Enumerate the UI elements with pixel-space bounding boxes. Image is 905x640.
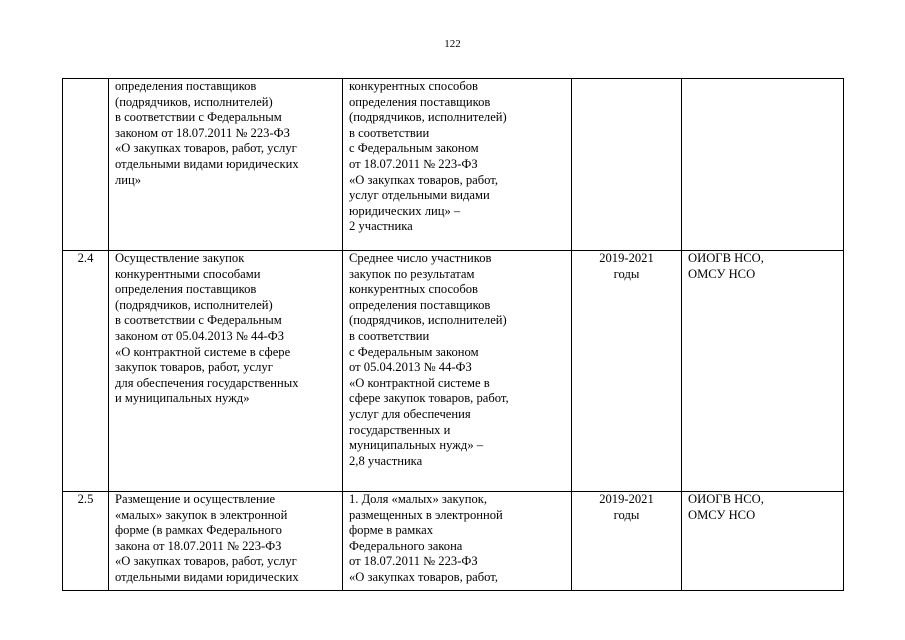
indicator-line: «О закупках товаров, работ, — [349, 172, 499, 187]
indicator-line: услуг для обеспечения — [349, 406, 471, 421]
years-cell — [572, 251, 682, 492]
indicator-line: определения поставщиков — [349, 297, 491, 312]
event-cell — [109, 79, 343, 251]
executors-cell — [682, 79, 844, 251]
indicator-line: Среднее число участников — [349, 251, 492, 265]
executors-cell — [682, 251, 844, 492]
executors-line: ОМСУ НСО — [688, 507, 756, 522]
event-line: форме (в рамках Федерального — [115, 523, 282, 538]
event-line: определения поставщиков — [115, 79, 257, 93]
event-line: «О закупках товаров, работ, услуг — [115, 554, 297, 569]
indicator-cell — [343, 492, 572, 591]
indicator-line: конкурентных способов — [349, 282, 479, 297]
event-line: лиц» — [115, 172, 142, 187]
event-line: «О контрактной системе в сфере — [115, 344, 291, 359]
indicator-line: закупок по результатам — [349, 266, 475, 281]
measures-table — [62, 78, 844, 591]
executors-line: ОИОГВ НСО, — [688, 492, 764, 506]
table-row — [63, 492, 844, 591]
event-line: для обеспечения государственных — [115, 375, 299, 390]
indicator-line: услуг отдельными видами — [349, 188, 490, 203]
indicator-line: (подрядчиков, исполнителей) — [349, 313, 507, 328]
indicator-line: «О контрактной системе в — [349, 375, 490, 390]
indicator-line: с Федеральным законом — [349, 141, 479, 156]
indicator-line: с Федеральным законом — [349, 344, 479, 359]
page-number: 122 — [444, 38, 461, 50]
event-line: в соответствии с Федеральным — [115, 110, 282, 125]
indicator-line: государственных и — [349, 422, 451, 437]
years-line: 2019-2021 — [599, 492, 654, 506]
indicator-line: от 18.07.2011 № 223-ФЗ — [349, 554, 478, 569]
event-line: законом от 05.04.2013 № 44-ФЗ — [115, 328, 285, 343]
event-line: «малых» закупок в электронной — [115, 507, 288, 522]
executors-line: ОМСУ НСО — [688, 266, 756, 281]
event-line: Размещение и осуществление — [115, 492, 276, 506]
event-line: закупок товаров, работ, услуг — [115, 360, 273, 375]
indicator-line: (подрядчиков, исполнителей) — [349, 110, 507, 125]
indicator-cell — [343, 251, 572, 492]
event-line: и муниципальных нужд» — [115, 391, 250, 406]
event-line: (подрядчиков, исполнителей) — [115, 94, 273, 109]
event-line: конкурентными способами — [115, 266, 261, 281]
indicator-line: конкурентных способов — [349, 79, 479, 93]
event-line: (подрядчиков, исполнителей) — [115, 297, 273, 312]
event-line: определения поставщиков — [115, 282, 257, 297]
indicator-cell — [343, 79, 572, 251]
event-line: в соответствии с Федеральным — [115, 313, 282, 328]
indicator-line: 2,8 участника — [349, 453, 423, 468]
executors-line: ОИОГВ НСО, — [688, 251, 764, 265]
indicator-line: в соответствии — [349, 125, 430, 140]
table-row — [63, 251, 844, 492]
event-line: отдельными видами юридических — [115, 156, 299, 171]
event-line: закона от 18.07.2011 № 223-ФЗ — [115, 538, 282, 553]
indicator-line: «О закупках товаров, работ, — [349, 569, 499, 584]
event-line: Осуществление закупок — [115, 251, 245, 265]
years-line: годы — [613, 507, 640, 522]
indicator-line: сфере закупок товаров, работ, — [349, 391, 509, 406]
event-line: отдельными видами юридических — [115, 569, 299, 584]
indicator-line: юридических лиц» – — [349, 203, 461, 218]
years-line: 2019-2021 — [599, 251, 654, 265]
indicator-line: определения поставщиков — [349, 94, 491, 109]
indicator-line: 1. Доля «малых» закупок, — [349, 492, 488, 506]
event-line: «О закупках товаров, работ, услуг — [115, 141, 297, 156]
row-number — [63, 79, 109, 251]
indicator-line: от 05.04.2013 № 44-ФЗ — [349, 360, 472, 375]
indicator-line: в соответствии — [349, 328, 430, 343]
years-line: годы — [613, 266, 640, 281]
years-cell — [572, 79, 682, 251]
indicator-line: 2 участника — [349, 219, 413, 234]
row-number: 2.4 — [63, 251, 109, 492]
indicator-line: муниципальных нужд» – — [349, 438, 484, 453]
indicator-line: форме в рамках — [349, 523, 434, 538]
event-line: законом от 18.07.2011 № 223-ФЗ — [115, 125, 290, 140]
table-row — [63, 79, 844, 251]
event-cell — [109, 251, 343, 492]
executors-cell — [682, 492, 844, 591]
row-number: 2.5 — [63, 492, 109, 591]
indicator-line: размещенных в электронной — [349, 507, 503, 522]
indicator-line: от 18.07.2011 № 223-ФЗ — [349, 156, 478, 171]
event-cell — [109, 492, 343, 591]
indicator-line: Федерального закона — [349, 538, 463, 553]
years-cell — [572, 492, 682, 591]
